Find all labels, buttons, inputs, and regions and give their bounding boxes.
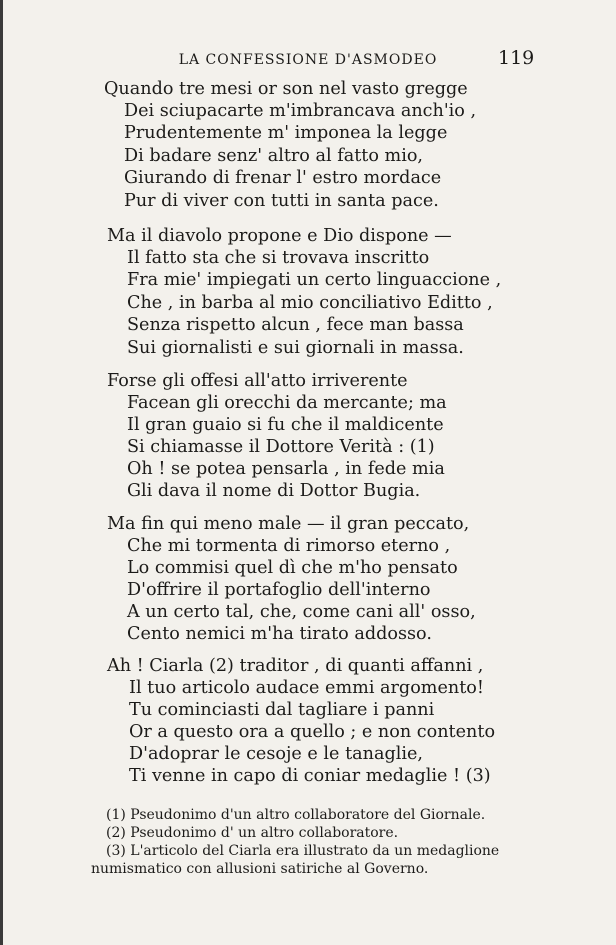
verse-line: Pur di viver con tutti in santa pace. bbox=[124, 191, 439, 211]
footnote: (1) Pseudonimo d'un altro collaboratore del Giornale. bbox=[106, 807, 486, 823]
verse-line: Dei sciupacarte m'imbrancava anch'io , bbox=[124, 101, 477, 121]
verse-line: Che , in barba al mio conciliativo Editto , bbox=[127, 293, 493, 313]
verse-line: Si chiamasse il Dottore Verità : (1) bbox=[127, 437, 435, 457]
verse-line: Ma fin qui meno male — il gran peccato, bbox=[107, 514, 470, 534]
verse-line: Ti venne in capo di coniar medaglie ! (3) bbox=[129, 766, 491, 786]
running-header-title: LA CONFESSIONE D'ASMODEO bbox=[178, 52, 438, 68]
verse-line: Or a questo ora a quello ; e non contento bbox=[129, 722, 496, 742]
verse-line: Ma il diavolo propone e Dio dispone — bbox=[107, 226, 452, 246]
footnote: (2) Pseudonimo d' un altro collaboratore. bbox=[106, 825, 399, 841]
verse-line: Lo commisi quel dì che m'ho pensato bbox=[127, 558, 458, 578]
verse-line: D'adoprar le cesoje e le tanaglie, bbox=[129, 744, 423, 764]
page-edge-shadow bbox=[0, 0, 3, 945]
footnote: numismatico con allusioni satiriche al Governo. bbox=[91, 861, 429, 877]
verse-line: D'offrire il portafoglio dell'interno bbox=[127, 580, 431, 600]
verse-line: Cento nemici m'ha tirato addosso. bbox=[127, 624, 432, 644]
verse-line: Il fatto sta che si trovava inscritto bbox=[127, 248, 430, 268]
verse-line: Giurando di frenar l' estro mordace bbox=[124, 168, 442, 188]
verse-line: Di badare senz' altro al fatto mio, bbox=[124, 146, 424, 166]
verse-line: Senza rispetto alcun , fece man bassa bbox=[127, 315, 464, 335]
verse-line: Prudentemente m' imponea la legge bbox=[124, 123, 448, 143]
footnote: (3) L'articolo del Ciarla era illustrato da un medaglione bbox=[106, 843, 500, 859]
page-number: 119 bbox=[498, 47, 535, 69]
verse-line: Gli dava il nome di Dottor Bugia. bbox=[127, 481, 421, 501]
verse-line: Tu cominciasti dal tagliare i panni bbox=[129, 700, 435, 720]
verse-line: Il gran guaio si fu che il maldicente bbox=[127, 415, 444, 435]
verse-line: Il tuo articolo audace emmi argomento! bbox=[129, 678, 484, 698]
verse-line: Quando tre mesi or son nel vasto gregge bbox=[104, 79, 468, 99]
verse-line: Forse gli offesi all'atto irriverente bbox=[107, 371, 408, 391]
verse-line: Sui giornalisti e sui giornali in massa. bbox=[127, 338, 464, 358]
verse-line: Fra mie' impiegati un certo linguaccione , bbox=[127, 270, 502, 290]
verse-line: Che mi tormenta di rimorso eterno , bbox=[127, 536, 451, 556]
verse-line: Oh ! se potea pensarla , in fede mia bbox=[127, 459, 445, 479]
verse-line: A un certo tal, che, come cani all' osso, bbox=[127, 602, 476, 622]
verse-line: Ah ! Ciarla (2) traditor , di quanti affanni , bbox=[107, 656, 484, 676]
verse-line: Facean gli orecchi da mercante; ma bbox=[127, 393, 447, 413]
